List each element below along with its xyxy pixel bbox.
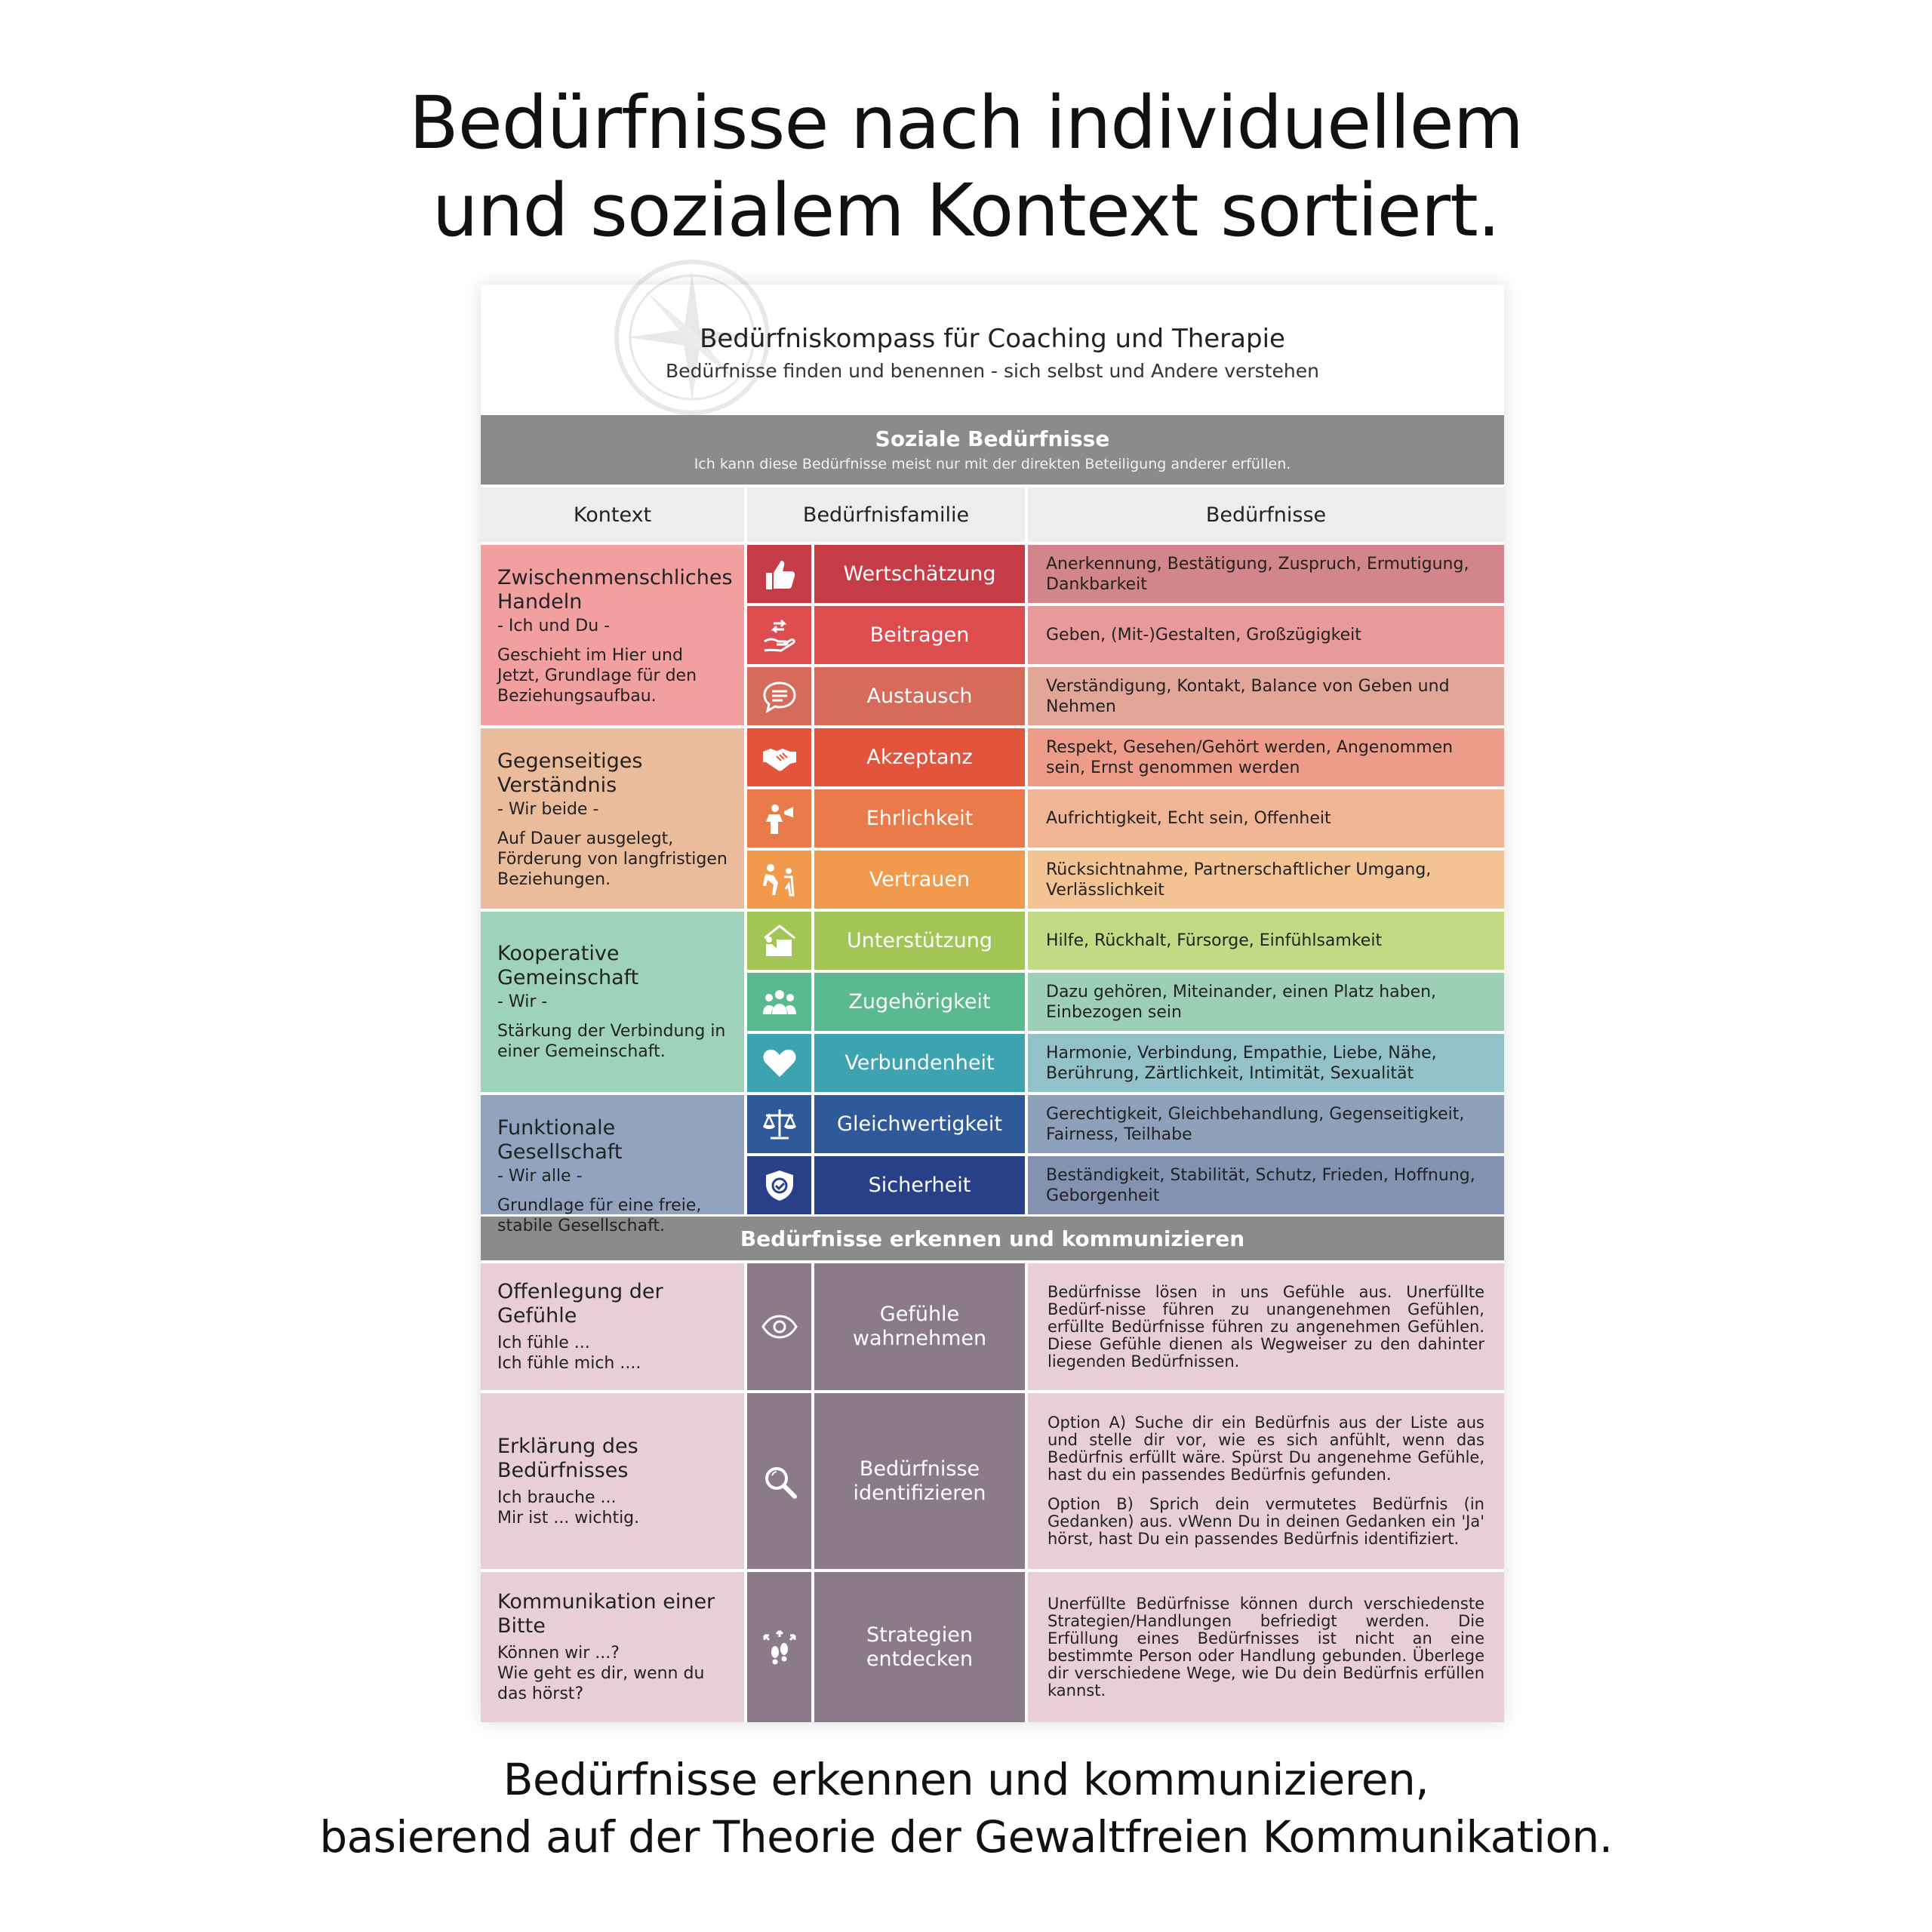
context-cell — [481, 545, 744, 725]
family-icon-cell — [747, 1156, 811, 1214]
thumbs-up-icon — [761, 556, 798, 592]
comm-context-lines — [497, 1643, 729, 1704]
comm-text — [1028, 1572, 1504, 1722]
heart-icon — [761, 1045, 798, 1081]
comm-context-title: Erklärung des Bedürfnisses — [497, 1434, 638, 1482]
poster-subtitle: Bedürfnisse finden und benennen - sich selbst und Andere verstehen — [666, 360, 1319, 382]
social-needs-title: Soziale Bedürfnisse — [875, 426, 1110, 451]
social-needs-note: Ich kann diese Bedürfnisse meist nur mit der direkten Beteiligung anderer erfüllen. — [694, 456, 1291, 472]
needs-list: Anerkennung, Bestätigung, Zuspruch, Ermutigung, Dankbarkeit — [1028, 545, 1504, 603]
context-description: Stärkung der Verbindung in einer Gemeinschaft. — [497, 1022, 726, 1061]
comm-context-line: Ich brauche ... — [497, 1487, 617, 1507]
family-icon-cell — [747, 728, 811, 786]
context-cell — [481, 1095, 744, 1235]
giving-hand-icon — [761, 617, 798, 654]
context-title: Funktionale Gesellschaft — [497, 1116, 623, 1164]
comm-paragraph: Option A) Suche dir ein Bedürfnis aus der Liste aus und stelle dir vor, wie es sich anfühlt, wenn das Bedürfnis erfüllt wäre. Spürst Du angenehme Gefühle, hast du ein passendes Bedürfnis gefunden. — [1048, 1414, 1484, 1484]
need-family: Gleichwertigkeit — [814, 1095, 1025, 1153]
need-family: Sicherheit — [814, 1156, 1025, 1214]
needs-list: Hilfe, Rückhalt, Fürsorge, Einfühlsamkeit — [1028, 912, 1504, 970]
context-description: Auf Dauer ausgelegt, Förderung von langfristigen Beziehungen. — [497, 829, 728, 889]
needs-list: Geben, (Mit-)Gestalten, Großzügigkeit — [1028, 606, 1504, 664]
context-subtitle: - Ich und Du - — [497, 617, 611, 635]
needs-list: Respekt, Gesehen/Gehört werden, Angenommen sein, Ernst genommen werden — [1028, 728, 1504, 786]
falling-person-icon — [761, 862, 798, 898]
context-cell — [481, 728, 744, 909]
scales-icon — [761, 1106, 798, 1143]
comm-context-title: Kommunikation einer Bitte — [497, 1590, 715, 1638]
support-icon — [761, 923, 798, 959]
family-icon-cell — [747, 851, 811, 909]
speaker-person-icon — [761, 801, 798, 837]
headline-line-2: und sozialem Kontext sortiert. — [432, 168, 1500, 253]
comm-icon-cell — [747, 1393, 811, 1569]
comm-context-lines — [497, 1333, 729, 1374]
family-icon-cell — [747, 667, 811, 725]
needs-list: Rücksichtnahme, Partnerschaftlicher Umgang, Verlässlichkeit — [1028, 851, 1504, 909]
comm-context-line: Ich fühle ... — [497, 1334, 590, 1352]
comm-paragraph: Option B) Sprich dein vermutetes Bedürfnis (in Gedanken) aus. vWenn Du in deinen Gedanken ein 'Ja' hörst, hast Du ein passendes Bedürfnis identifiziert. — [1048, 1495, 1484, 1548]
handshake-icon — [761, 740, 798, 776]
poster — [481, 285, 1504, 1722]
comm-context-title: Offenlegung der Gefühle — [497, 1280, 663, 1327]
context-description: Geschieht im Hier und Jetzt, Grundlage für den Beziehungsaufbau. — [497, 646, 697, 706]
need-family: Unterstützung — [814, 912, 1025, 970]
shield-icon — [761, 1168, 798, 1204]
comm-icon-cell — [747, 1572, 811, 1722]
footline-line-1: Bedürfnisse erkennen und kommunizieren, — [503, 1754, 1429, 1805]
needs-list: Verständigung, Kontakt, Balance von Geben und Nehmen — [1028, 667, 1504, 725]
communicate-title: Bedürfnisse erkennen und kommunizieren — [740, 1226, 1245, 1251]
comm-paragraph: Unerfüllte Bedürfnisse können durch verschiedenste Strategien/Handlungen befriedigt werden. Die Erfüllung eines Bedürfnisses ist nicht an eine bestimmte Person oder Handlung gebunden. Überlege dir verschiedene Wege, wie Du dein Bedürfnis erfüllen kannst. — [1048, 1594, 1484, 1700]
comm-context-line: Wie geht es dir, wenn du das hörst? — [497, 1664, 705, 1703]
family-icon-cell — [747, 912, 811, 970]
eye-icon — [761, 1309, 798, 1345]
context-cell — [481, 912, 744, 1092]
magnifier-icon — [761, 1463, 798, 1500]
comm-text — [1028, 1263, 1504, 1390]
need-family: Verbundenheit — [814, 1034, 1025, 1092]
footline — [0, 1751, 1932, 1866]
comm-context-line: Ich fühle mich .... — [497, 1354, 641, 1373]
needs-list: Beständigkeit, Stabilität, Schutz, Frieden, Hoffnung, Geborgenheit — [1028, 1156, 1504, 1214]
context-title: Gegenseitiges Verständnis — [497, 749, 643, 797]
family-icon-cell — [747, 1095, 811, 1153]
comm-context-line: Können wir ...? — [497, 1644, 620, 1663]
group-icon — [761, 984, 798, 1020]
comm-family: Strategien entdecken — [814, 1572, 1025, 1722]
family-icon-cell — [747, 1034, 811, 1092]
comm-context-cell — [481, 1572, 744, 1722]
context-title: Kooperative Gemeinschaft — [497, 942, 639, 989]
comm-family: Bedürfnisse identifizieren — [814, 1393, 1025, 1569]
context-description: Grundlage für eine freie, stabile Gesellschaft. — [497, 1196, 702, 1235]
footline-line-2: basierend auf der Theorie der Gewaltfreien Kommunikation. — [319, 1811, 1613, 1863]
family-icon-cell — [747, 789, 811, 848]
needs-list: Dazu gehören, Miteinander, einen Platz haben, Einbezogen sein — [1028, 973, 1504, 1031]
comm-text — [1028, 1393, 1504, 1569]
header-family: Bedürfnisfamilie — [747, 488, 1025, 542]
headline-line-1: Bedürfnisse nach individuellem — [408, 81, 1524, 165]
need-family: Beitragen — [814, 606, 1025, 664]
needs-list: Aufrichtigkeit, Echt sein, Offenheit — [1028, 789, 1504, 848]
comm-context-line: Mir ist ... wichtig. — [497, 1508, 640, 1527]
family-icon-cell — [747, 973, 811, 1031]
context-title: Zwischenmenschliches Handeln — [497, 566, 733, 614]
need-family: Austausch — [814, 667, 1025, 725]
need-family: Vertrauen — [814, 851, 1025, 909]
context-subtitle: - Wir alle - — [497, 1167, 583, 1186]
need-family: Ehrlichkeit — [814, 789, 1025, 848]
comm-paragraph: Bedürfnisse lösen in uns Gefühle aus. Unerfüllte Bedürf-nisse führen zu unangenehmen Gefühlen, erfüllte Bedürfnisse führen zu angenehmen Gefühlen. Diese Gefühle dienen als Wegweiser zu den dahinter liegenden Bedürfnissen. — [1048, 1282, 1484, 1371]
comm-context-cell — [481, 1263, 744, 1390]
context-subtitle: - Wir - — [497, 992, 548, 1011]
headline — [0, 79, 1932, 254]
header-needs: Bedürfnisse — [1028, 488, 1504, 542]
comm-icon-cell — [747, 1263, 811, 1390]
comm-family: Gefühle wahrnehmen — [814, 1263, 1025, 1390]
need-family: Zugehörigkeit — [814, 973, 1025, 1031]
footsteps-icon — [761, 1629, 798, 1666]
header-context: Kontext — [481, 488, 744, 542]
need-family: Akzeptanz — [814, 728, 1025, 786]
need-family: Wertschätzung — [814, 545, 1025, 603]
comm-context-cell — [481, 1393, 744, 1569]
comm-context-lines — [497, 1487, 729, 1528]
family-icon-cell — [747, 545, 811, 603]
needs-list: Gerechtigkeit, Gleichbehandlung, Gegenseitigkeit, Fairness, Teilhabe — [1028, 1095, 1504, 1153]
speech-bubble-icon — [761, 678, 798, 715]
needs-list: Harmonie, Verbindung, Empathie, Liebe, Nähe, Berührung, Zärtlichkeit, Intimität, Sexualität — [1028, 1034, 1504, 1092]
social-needs-band — [481, 415, 1504, 485]
family-icon-cell — [747, 606, 811, 664]
context-subtitle: - Wir beide - — [497, 800, 599, 819]
poster-title: Bedürfniskompass für Coaching und Therapie — [700, 324, 1285, 354]
